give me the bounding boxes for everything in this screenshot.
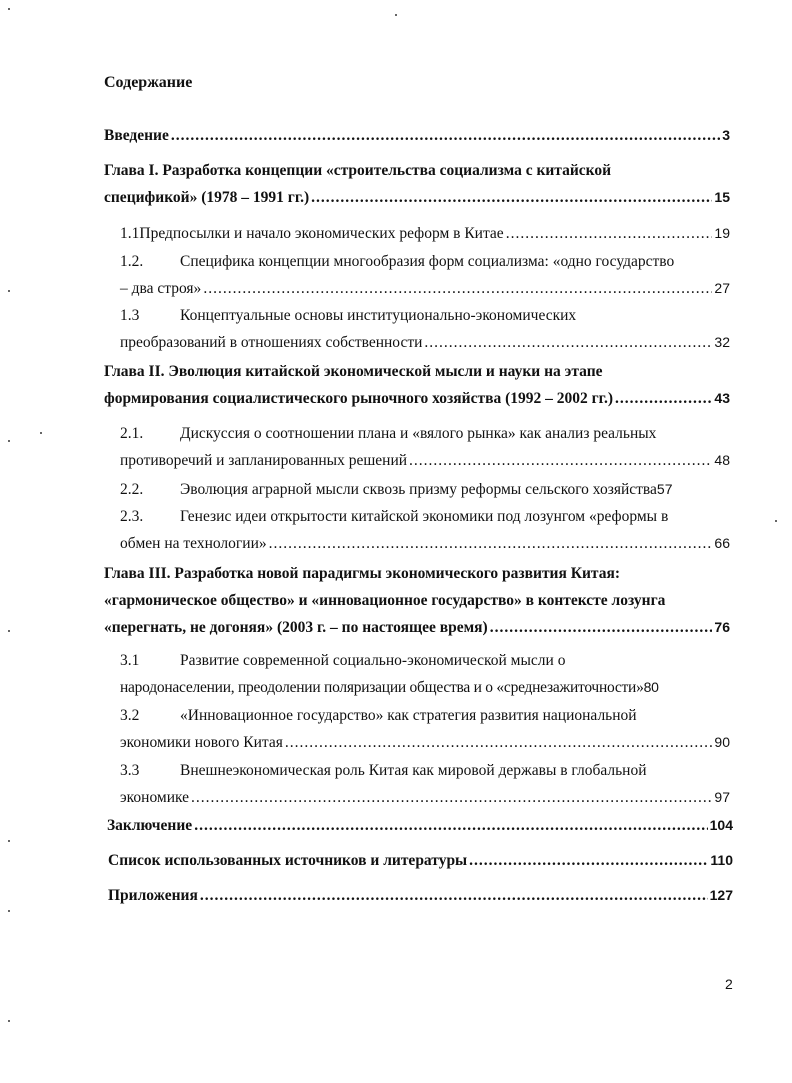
section-number: 1.2. bbox=[120, 253, 144, 270]
toc-entry-text: экономики нового Китая bbox=[120, 734, 283, 751]
section-number: 2.3. bbox=[120, 508, 144, 525]
toc-entry-section-1-2 bbox=[120, 248, 730, 302]
toc-entry-text: Предпосылки и начало экономических реформ в Китае bbox=[139, 225, 504, 242]
scan-speck bbox=[8, 840, 10, 842]
dot-leader bbox=[615, 385, 712, 412]
section-number: 3.2 bbox=[120, 707, 140, 724]
toc-page-number: 80 bbox=[643, 679, 659, 695]
section-number: 1.1 bbox=[120, 225, 140, 242]
scan-speck bbox=[8, 1020, 10, 1022]
toc-page-number: 127 bbox=[709, 887, 733, 903]
toc-line bbox=[120, 702, 730, 729]
toc-entry-text: преобразований в отношениях собственности bbox=[120, 334, 423, 351]
toc-entry-text: Концептуальные основы институционально-экономических bbox=[180, 307, 577, 324]
scan-speck bbox=[8, 910, 10, 912]
toc-entry-text: противоречий и запланированных решений bbox=[120, 452, 408, 469]
toc-entry-text: Специфика концепции многообразия форм социализма: «одно государство bbox=[180, 253, 675, 270]
toc-page-number: 3 bbox=[722, 127, 730, 143]
toc-line bbox=[120, 420, 730, 447]
toc-line bbox=[104, 385, 730, 412]
toc-entry-section-2-1 bbox=[120, 420, 730, 474]
toc-entry-text: обмен на технологии» bbox=[120, 535, 267, 552]
toc-entry-text: Список использованных источников и литературы bbox=[108, 852, 468, 869]
toc-entry-text: «перегнать, не догоняя» (2003 г. – по настоящее время) bbox=[104, 619, 488, 636]
dot-leader bbox=[171, 122, 720, 149]
toc-line bbox=[120, 329, 730, 356]
toc-line bbox=[108, 882, 733, 909]
dot-leader bbox=[490, 614, 713, 641]
toc-entry-section-3-2 bbox=[120, 702, 730, 756]
toc-entry-text: «Инновационное государство» как стратегия развития национальной bbox=[180, 707, 637, 724]
toc-line bbox=[120, 476, 730, 503]
toc-entry-section-1-3 bbox=[120, 302, 730, 356]
dot-leader bbox=[424, 329, 712, 356]
dot-leader bbox=[469, 847, 708, 874]
toc-page-number: 76 bbox=[714, 619, 730, 635]
toc-entry-section-2-2 bbox=[120, 476, 730, 503]
toc-line bbox=[120, 275, 730, 302]
dot-leader bbox=[506, 220, 713, 247]
toc-entry-text: Заключение bbox=[107, 817, 193, 834]
toc-line bbox=[120, 302, 730, 329]
toc-line bbox=[120, 729, 730, 756]
dot-leader bbox=[285, 729, 713, 756]
toc-entry-text: Введение bbox=[104, 127, 169, 144]
toc-page-number: 27 bbox=[714, 280, 730, 296]
toc-line: Глава III. Разработка новой парадигмы экономического развития Китая: bbox=[104, 565, 621, 582]
toc-line bbox=[120, 530, 730, 557]
toc-line bbox=[107, 812, 733, 839]
page-number: 2 bbox=[725, 976, 733, 992]
toc-entry-text: народонаселении, преодолении поляризации общества и о «среднезажиточности» bbox=[120, 679, 644, 696]
toc-entry-text: Генезис идеи открытости китайской экономики под лозунгом «реформы в bbox=[180, 508, 669, 525]
toc-entry-text: Приложения bbox=[108, 887, 198, 904]
toc-line bbox=[104, 122, 730, 149]
dot-leader bbox=[200, 882, 708, 909]
section-number: 3.1 bbox=[120, 652, 140, 669]
toc-entry-text: спецификой» (1978 – 1991 гг.) bbox=[104, 189, 310, 206]
toc-entry-text: – два строя» bbox=[120, 280, 202, 297]
toc-entry-text: Развитие современной социально-экономической мысли о bbox=[180, 652, 566, 669]
scan-speck bbox=[395, 14, 397, 16]
dot-leader bbox=[311, 184, 712, 211]
toc-entry-chapter-3 bbox=[104, 560, 730, 641]
toc-entry-appendices bbox=[108, 882, 733, 909]
toc-entry-section-2-3 bbox=[120, 503, 730, 557]
scan-speck bbox=[8, 8, 10, 10]
toc-line: Глава I. Разработка концепции «строительства социализма с китайской bbox=[104, 162, 612, 179]
scan-speck bbox=[8, 630, 10, 632]
toc-line bbox=[120, 248, 730, 275]
scan-speck bbox=[40, 432, 42, 434]
scan-speck bbox=[775, 520, 777, 522]
toc-entry-conclusion bbox=[107, 812, 733, 839]
toc-line bbox=[108, 847, 733, 874]
dot-leader bbox=[203, 275, 712, 302]
toc-line bbox=[120, 503, 730, 530]
toc-entry-text: Дискуссия о соотношении плана и «вялого рынка» как анализ реальных bbox=[180, 425, 657, 442]
dot-leader bbox=[194, 812, 707, 839]
toc-entry-text: Внешнеэкономическая роль Китая как мировой державы в глобальной bbox=[180, 762, 647, 779]
scan-speck bbox=[8, 440, 10, 442]
toc-page-number: 110 bbox=[710, 852, 733, 868]
dot-leader bbox=[269, 530, 713, 557]
section-number: 3.3 bbox=[120, 762, 140, 779]
toc-page-number: 97 bbox=[714, 789, 730, 805]
toc-entry-text: экономике bbox=[120, 789, 190, 806]
toc-entry-section-3-1 bbox=[120, 647, 735, 701]
toc-page-number: 90 bbox=[714, 734, 730, 750]
dot-leader bbox=[191, 784, 712, 811]
toc-line bbox=[120, 220, 730, 247]
toc-line bbox=[120, 674, 735, 701]
toc-entry-section-1-1 bbox=[120, 220, 730, 247]
toc-page-number: 66 bbox=[714, 535, 730, 551]
toc-entry-references bbox=[108, 847, 733, 874]
toc-line bbox=[120, 647, 735, 674]
toc-entry-text: Эволюция аграрной мысли сквозь призму реформы сельского хозяйства bbox=[180, 481, 657, 498]
toc-line bbox=[104, 184, 730, 211]
scan-speck bbox=[8, 290, 10, 292]
toc-line bbox=[120, 447, 730, 474]
toc-line bbox=[104, 614, 730, 641]
toc-line bbox=[120, 757, 730, 784]
toc-line bbox=[120, 784, 730, 811]
toc-page-number: 15 bbox=[714, 189, 730, 205]
toc-page-number: 32 bbox=[714, 334, 730, 350]
toc-entry-text: формирования социалистического рыночного хозяйства (1992 – 2002 гг.) bbox=[104, 390, 613, 407]
toc-page-number: 57 bbox=[656, 481, 673, 497]
toc-entry-introduction bbox=[104, 122, 730, 149]
section-number: 1.3 bbox=[120, 307, 140, 324]
section-number: 2.2. bbox=[120, 481, 144, 498]
section-number: 2.1. bbox=[120, 425, 144, 442]
toc-line: «гармоническое общество» и «инновационное государство» в контексте лозунга bbox=[104, 592, 666, 609]
toc-entry-chapter-2 bbox=[104, 358, 730, 412]
dot-leader bbox=[409, 447, 712, 474]
toc-title: Содержание bbox=[104, 74, 193, 91]
toc-entry-chapter-1 bbox=[104, 157, 730, 211]
toc-page-number: 43 bbox=[714, 390, 730, 406]
toc-page-number: 104 bbox=[709, 817, 733, 833]
toc-page-number: 19 bbox=[714, 225, 730, 241]
toc-line: Глава II. Эволюция китайской экономической мысли и науки на этапе bbox=[104, 363, 603, 380]
toc-page-number: 48 bbox=[714, 452, 730, 468]
toc-entry-section-3-3 bbox=[120, 757, 730, 811]
